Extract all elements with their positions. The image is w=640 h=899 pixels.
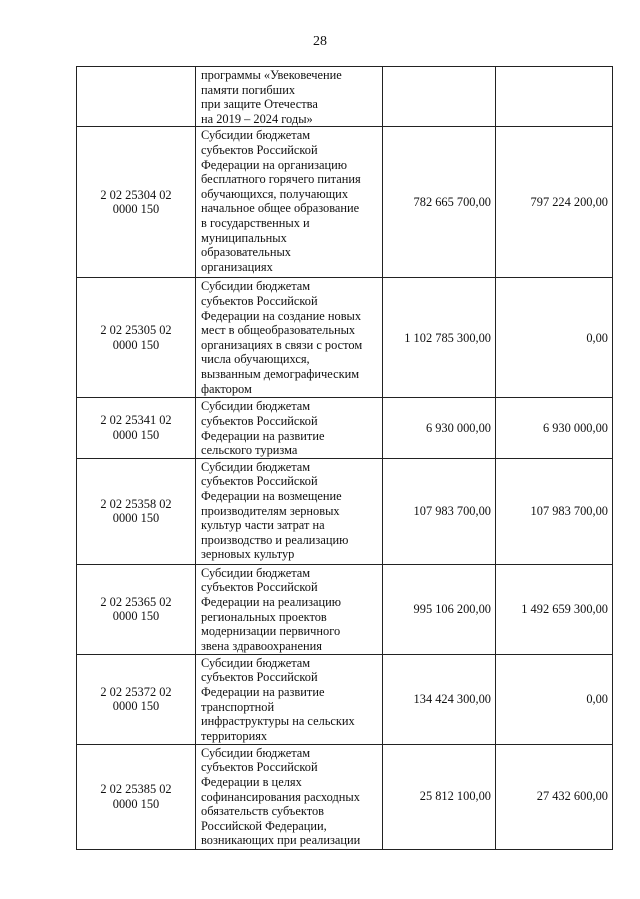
amount-second-year: 107 983 700,00 <box>496 458 613 564</box>
budget-code: 2 02 25304 02 0000 150 <box>100 187 172 217</box>
page-number: 28 <box>313 34 327 49</box>
budget-code-cell <box>77 398 196 458</box>
table-row <box>77 744 613 849</box>
amount-second-year: 27 432 600,00 <box>496 744 613 849</box>
budget-code: 2 02 25365 02 0000 150 <box>100 594 172 624</box>
amount-first-year: 1 102 785 300,00 <box>383 278 496 398</box>
table-row <box>77 654 613 744</box>
budget-code: 2 02 25341 02 0000 150 <box>100 413 172 443</box>
revenue-name-cell: Субсидии бюджетам субъектов Российской Федерации на возмещение производителям зерновых культур части затрат на производство и реализацию зерновых культур <box>196 458 383 564</box>
budget-code-cell <box>77 744 196 849</box>
budget-code: 2 02 25372 02 0000 150 <box>100 684 172 714</box>
revenue-name-cell: Субсидии бюджетам субъектов Российской Федерации на развитие транспортной инфраструктуры на сельских территориях <box>196 654 383 744</box>
budget-code: 2 02 25358 02 0000 150 <box>100 496 172 526</box>
amount-first-year: 134 424 300,00 <box>383 654 496 744</box>
amount-first-year <box>383 67 496 127</box>
amount-first-year: 995 106 200,00 <box>383 564 496 654</box>
amount-second-year: 1 492 659 300,00 <box>496 564 613 654</box>
table-row <box>77 398 613 458</box>
amount-first-year: 782 665 700,00 <box>383 127 496 278</box>
amount-first-year: 25 812 100,00 <box>383 744 496 849</box>
amount-second-year: 0,00 <box>496 654 613 744</box>
amount-second-year: 797 224 200,00 <box>496 127 613 278</box>
revenue-name-cell: Субсидии бюджетам субъектов Российской Федерации в целях софинансирования расходных обязательств субъектов Российской Федерации, возникающих при реализации <box>196 744 383 849</box>
revenue-name-cell: Субсидии бюджетам субъектов Российской Федерации на создание новых мест в общеобразовательных организациях в связи с ростом числа обучающихся, вызванным демографическим фактором <box>196 278 383 398</box>
amount-second-year: 6 930 000,00 <box>496 398 613 458</box>
budget-code-cell <box>77 654 196 744</box>
table-row <box>77 458 613 564</box>
amount-first-year: 6 930 000,00 <box>383 398 496 458</box>
table-row <box>77 564 613 654</box>
revenue-name-cell: программы «Увековечение памяти погибших при защите Отечества на 2019 – 2024 годы» <box>196 67 383 127</box>
amount-second-year: 0,00 <box>496 278 613 398</box>
table-row <box>77 67 613 127</box>
table-row <box>77 278 613 398</box>
table-row <box>77 127 613 278</box>
budget-code-cell <box>77 278 196 398</box>
amount-second-year <box>496 67 613 127</box>
revenue-name-cell: Субсидии бюджетам субъектов Российской Федерации на организацию бесплатного горячего питания обучающихся, получающих начальное общее образование в государственных и муниципальных образовательных организациях <box>196 127 383 278</box>
budget-code-cell <box>77 458 196 564</box>
budget-code-cell <box>77 564 196 654</box>
revenue-name-cell: Субсидии бюджетам субъектов Российской Федерации на развитие сельского туризма <box>196 398 383 458</box>
budget-code: 2 02 25385 02 0000 150 <box>100 782 172 811</box>
budget-code-cell <box>77 67 196 127</box>
budget-code-cell <box>77 127 196 278</box>
budget-revenue-table <box>76 66 613 850</box>
revenue-name-cell: Субсидии бюджетам субъектов Российской Федерации на реализацию региональных проектов модернизации первичного звена здравоохранения <box>196 564 383 654</box>
amount-first-year: 107 983 700,00 <box>383 458 496 564</box>
budget-code: 2 02 25305 02 0000 150 <box>100 323 172 352</box>
